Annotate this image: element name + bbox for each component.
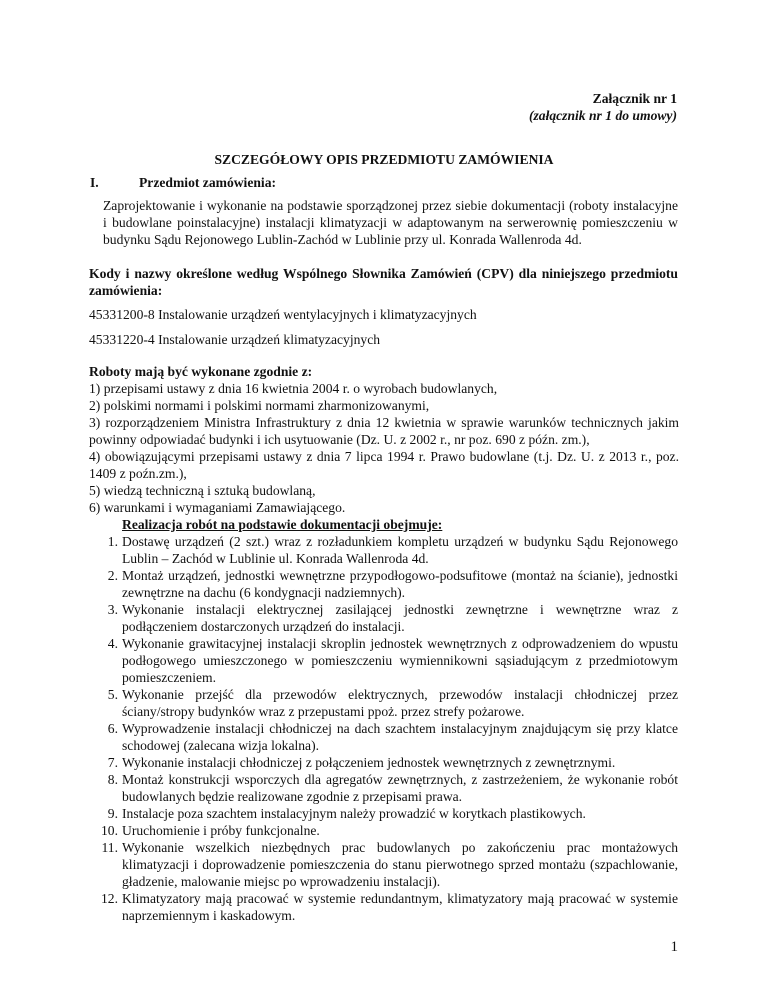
scope-item: 11. Wykonanie wszelkich niezbędnych prac budowlanych po zakończeniu prac montażowych klimatyzacji i doprowadzenie pomieszczenia do stanu pierwotnego sprzed montażu (szpachlowanie, gładzenie, malowanie miejsc po wprowadzeniu instalacji). xyxy=(101,840,678,889)
scope-item: 3. Wykonanie instalacji elektrycznej zasilającej jednostki zewnętrzne i wewnętrzne wraz z podłączeniem dostarczonych urządzeń do instalacji. xyxy=(107,602,678,634)
cpv-heading xyxy=(89,265,678,299)
compliance-list xyxy=(89,380,679,516)
compliance-line: 4) obowiązującymi przepisami ustawy z dnia 7 lipca 1994 r. Prawo budowlane (t.j. Dz. U. z 2013 r., poz. 1409 z poźn.zm.), xyxy=(89,449,679,481)
annex-label: Załącznik nr 1 xyxy=(592,91,677,106)
compliance-line: 5) wiedzą techniczną i sztuką budowlaną, xyxy=(89,483,316,498)
scope-item: 1. Dostawę urządzeń (2 szt.) wraz z rozładunkiem kompletu urządzeń w budynku Sądu Rejonowego Lublin – Zachód w Lublinie ul. Konrada Wallenroda 4d. xyxy=(107,534,678,566)
document-title: SZCZEGÓŁOWY OPIS PRZEDMIOTU ZAMÓWIENIA xyxy=(214,152,554,167)
scope-item: 2. Montaż urządzeń, jednostki wewnętrzne przypodłogowo-podsufitowe (montaż na ścianie), jednostki zewnętrzne na dachu (6 kondygnacji nadziemnych). xyxy=(107,568,678,600)
scope-item: 6. Wyprowadzenie instalacji chłodniczej na dach szachtem instalacyjnym znajdującym się przy klatce schodowej (zalecana wizja lokalna). xyxy=(107,721,678,753)
scope-item: 9. Instalacje poza szachtem instalacyjnym należy prowadzić w korytkach plastikowych. xyxy=(107,806,586,821)
scope-item: 4. Wykonanie grawitacyjnej instalacji skroplin jednostek wewnętrznych z odprowadzeniem do wpustu podłogowego umieszczonego w pomieszczeniu wymiennikowni sąsiadującym z przedmiotowym pomieszczeniem. xyxy=(107,636,678,685)
compliance-heading: Roboty mają być wykonane zgodnie z: xyxy=(89,364,313,379)
section-heading: Przedmiot zamówienia: xyxy=(139,175,277,190)
cpv-code-1: 45331200-8 Instalowanie urządzeń wentylacyjnych i klimatyzacyjnych xyxy=(89,307,477,322)
page-number: 1 xyxy=(670,939,678,955)
cpv-heading-text: Kody i nazwy określone według Wspólnego Słownika Zamówień (CPV) dla niniejszego przedmiotu zamówienia: xyxy=(89,266,678,298)
annex-note: (załącznik nr 1 do umowy) xyxy=(528,108,677,123)
scope-item: 8. Montaż konstrukcji wsporczych dla agregatów zewnętrznych, z zastrzeżeniem, że wykonanie robót budowlanych będzie realizowane zgodnie z przepisami prawa. xyxy=(107,772,678,804)
scope-item: 12. Klimatyzatory mają pracować w systemie redundantnym, klimatyzatory mają pracować w systemie naprzemiennym i kaskadowym. xyxy=(101,891,678,923)
compliance-line: 1) przepisami ustawy z dnia 16 kwietnia 2004 r. o wyrobach budowlanych, xyxy=(89,381,498,396)
cpv-code-2: 45331220-4 Instalowanie urządzeń klimatyzacyjnych xyxy=(89,332,381,347)
compliance-line: 6) warunkami i wymaganiami Zamawiającego. xyxy=(89,500,346,515)
compliance-line: 3) rozporządzeniem Ministra Infrastruktury z dnia 12 kwietnia w sprawie warunków technicznych jakim powinny odpowiadać budynki i ich usytuowanie (Dz. U. z 2002 r., nr poz. 690 z późn. zm.), xyxy=(89,415,679,447)
scope-item: 7. Wykonanie instalacji chłodniczej z połączeniem jednostek wewnętrznych z zewnętrznymi. xyxy=(107,755,616,770)
scope-list xyxy=(102,533,678,924)
scope-heading: Realizacja robót na podstawie dokumentacji obejmuje: xyxy=(122,517,443,532)
section-number: I. xyxy=(90,175,99,190)
section-body: Zaprojektowanie i wykonanie na podstawie sporządzonej przez siebie dokumentacji (roboty instalacyjne i budowlane poinstalacyjne) instalacji klimatyzacji w adaptowanym na serwerownię pomieszczeniu w budynku Sądu Rejonowego Lublin-Zachód w Lublinie przy ul. Konrada Wallenroda 4d. xyxy=(103,198,678,247)
compliance-line: 2) polskimi normami i polskimi normami zharmonizowanymi, xyxy=(89,398,430,413)
scope-item: 5. Wykonanie przejść dla przewodów elektrycznych, przewodów instalacji chłodniczej przez ściany/stropy budynków wraz z przepustami ppoż. przez strefy pożarowe. xyxy=(107,687,678,719)
scope-item: 10. Uruchomienie i próby funkcjonalne. xyxy=(101,823,320,838)
